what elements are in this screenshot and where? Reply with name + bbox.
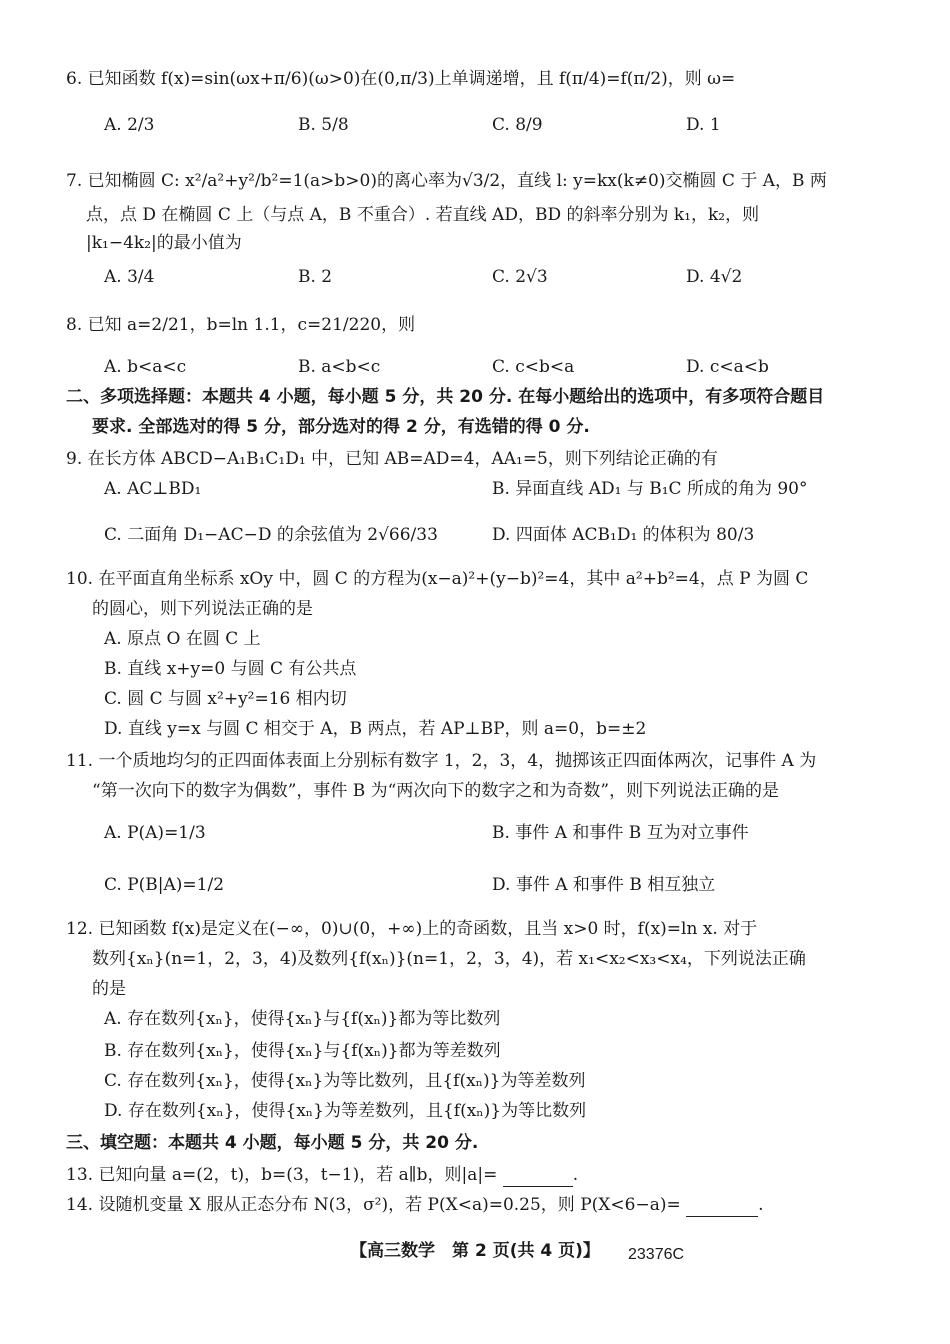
page-footer: 【高三数学 第 2 页(共 4 页)】 [350, 1241, 600, 1261]
q10-stem-line2: 的圆心，则下列说法正确的是 [92, 599, 313, 619]
q12-option-c: C. 存在数列{xₙ}，使得{xₙ}为等比数列，且{f(xₙ)}为等差数列 [104, 1071, 586, 1091]
q11-stem-line1: 11. 一个质地均匀的正四面体表面上分别标有数字 1，2，3，4，抛掷该正四面体两次，记事件 A 为 [66, 751, 817, 771]
q6-option-a: A. 2/3 [104, 115, 155, 135]
q9-option-b: B. 异面直线 AD₁ 与 B₁C 所成的角为 90° [492, 479, 808, 499]
q14-text: 14. 设随机变量 X 服从正态分布 N(3，σ²)，若 P(X<a)=0.25，则 P(X<6−a)= [66, 1195, 681, 1215]
q8-option-d: D. c<a<b [686, 357, 769, 377]
q11-option-b: B. 事件 A 和事件 B 互为对立事件 [492, 823, 749, 843]
section2-heading-line1: 二、多项选择题：本题共 4 小题，每小题 5 分，共 20 分. 在每小题给出的选项中，有多项符合题目 [66, 387, 825, 407]
q13-answer-blank[interactable] [503, 1164, 573, 1187]
q12-option-b: B. 存在数列{xₙ}，使得{xₙ}与{f(xₙ)}都为等差数列 [104, 1041, 501, 1061]
q8-option-b: B. a<b<c [298, 357, 381, 377]
q6-option-d: D. 1 [686, 115, 721, 135]
q11-option-c: C. P(B|A)=1/2 [104, 875, 225, 895]
q10-stem-line1: 10. 在平面直角坐标系 xOy 中，圆 C 的方程为(x−a)²+(y−b)²=4，其中 a²+b²=4，点 P 为圆 C [66, 569, 809, 589]
section2-heading-line2: 要求. 全部选对的得 5 分，部分选对的得 2 分，有选错的得 0 分. [92, 417, 590, 437]
q12-option-a: A. 存在数列{xₙ}，使得{xₙ}与{f(xₙ)}都为等比数列 [104, 1009, 501, 1029]
q11-option-a: A. P(A)=1/3 [104, 823, 206, 843]
q7-stem-line2: 点，点 D 在椭圆 C 上（与点 A，B 不重合）. 若直线 AD，BD 的斜率分别为 k₁，k₂，则 [86, 205, 760, 225]
q10-option-d: D. 直线 y=x 与圆 C 相交于 A，B 两点，若 AP⊥BP，则 a=0，b=±2 [104, 719, 647, 739]
q6-stem: 6. 已知函数 f(x)=sin(ωx+π/6)(ω>0)在(0,π/3)上单调递增，且 f(π/4)=f(π/2)，则 ω= [66, 69, 736, 89]
q10-option-b: B. 直线 x+y=0 与圆 C 有公共点 [104, 659, 357, 679]
q14-answer-blank[interactable] [686, 1194, 758, 1217]
q7-option-b: B. 2 [298, 267, 333, 287]
q10-option-c: C. 圆 C 与圆 x²+y²=16 相内切 [104, 689, 347, 709]
q7-option-d: D. 4√2 [686, 267, 743, 287]
q8-option-a: A. b<a<c [104, 357, 187, 377]
q6-option-c: C. 8/9 [492, 115, 543, 135]
q12-stem-line2: 数列{xₙ}(n=1，2，3，4)及数列{f(xₙ)}(n=1，2，3，4)，若 x₁<x₂<x₃<x₄，下列说法正确 [92, 949, 806, 969]
q8-stem: 8. 已知 a=2/21，b=ln 1.1，c=21/220，则 [66, 315, 416, 335]
q7-stem-line3: |k₁−4k₂|的最小值为 [86, 233, 242, 253]
q12-option-d: D. 存在数列{xₙ}，使得{xₙ}为等差数列，且{f(xₙ)}为等比数列 [104, 1101, 587, 1121]
q12-stem-line1: 12. 已知函数 f(x)是定义在(−∞，0)∪(0，+∞)上的奇函数，且当 x>0 时，f(x)=ln x. 对于 [66, 919, 758, 939]
q12-stem-line3: 的是 [92, 979, 126, 999]
q13-text: 13. 已知向量 a=(2，t)，b=(3，t−1)，若 a∥b，则|a|= [66, 1165, 498, 1185]
q7-option-c: C. 2√3 [492, 267, 548, 287]
q14-stem: 14. 设随机变量 X 服从正态分布 N(3，σ²)，若 P(X<a)=0.25，则 P(X<6−a)= . [66, 1195, 764, 1215]
q9-option-c: C. 二面角 D₁−AC−D 的余弦值为 2√66/33 [104, 525, 438, 545]
q8-option-c: C. c<b<a [492, 357, 575, 377]
q7-option-a: A. 3/4 [104, 267, 155, 287]
section3-heading: 三、填空题：本题共 4 小题，每小题 5 分，共 20 分. [66, 1133, 479, 1153]
exam-code: 23376C [628, 1246, 685, 1263]
q6-option-b: B. 5/8 [298, 115, 349, 135]
q13-stem: 13. 已知向量 a=(2，t)，b=(3，t−1)，若 a∥b，则|a|= . [66, 1165, 579, 1185]
q9-option-d: D. 四面体 ACB₁D₁ 的体积为 80/3 [492, 525, 755, 545]
q11-stem-line2: “第一次向下的数字为偶数”，事件 B 为“两次向下的数字之和为奇数”，则下列说法正确的是 [92, 781, 780, 801]
q9-option-a: A. AC⊥BD₁ [104, 479, 202, 499]
q11-option-d: D. 事件 A 和事件 B 相互独立 [492, 875, 716, 895]
q7-stem-line1: 7. 已知椭圆 C: x²/a²+y²/b²=1(a>b>0)的离心率为√3/2，直线 l: y=kx(k≠0)交椭圆 C 于 A，B 两 [66, 171, 827, 191]
q9-stem: 9. 在长方体 ABCD−A₁B₁C₁D₁ 中，已知 AB=AD=4，AA₁=5，则下列结论正确的有 [66, 449, 718, 469]
q10-option-a: A. 原点 O 在圆 C 上 [104, 629, 261, 649]
